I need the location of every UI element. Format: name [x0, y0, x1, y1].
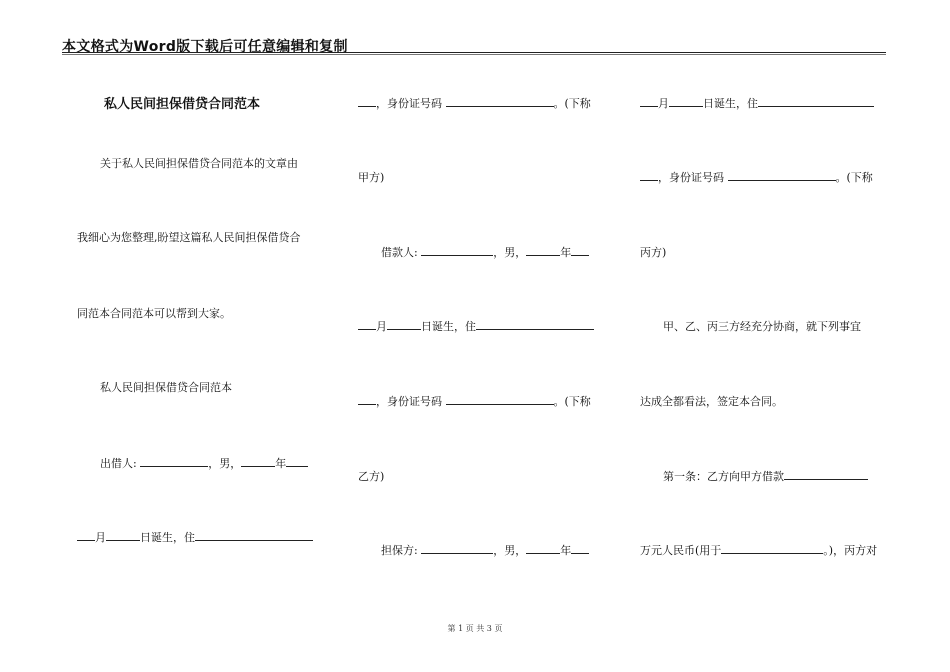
- year-text: 年: [275, 457, 287, 470]
- article-1-text: 第一条：乙方向甲方借款: [663, 470, 784, 483]
- id-label: ，身份证号码: [376, 97, 442, 110]
- guarantor-id-blank[interactable]: [728, 169, 836, 181]
- borrower-year-blank[interactable]: [526, 244, 560, 256]
- borrower-month-blank[interactable]: [358, 318, 376, 330]
- page-header: 本文格式为Word版下载后可任意编辑和复制: [62, 39, 348, 55]
- agreement-line-2: 达成全都看法，签定本合同。: [640, 395, 783, 408]
- article-1-line: [663, 468, 868, 484]
- party-c-line: 丙方): [640, 246, 667, 259]
- lender-birth-line: [77, 529, 313, 545]
- id-label: ，身份证号码: [658, 171, 724, 184]
- birth-text: 日诞生，住: [140, 531, 195, 544]
- header-divider-secondary: [62, 54, 886, 55]
- lender-id-blank[interactable]: [446, 95, 554, 107]
- borrower-name-blank[interactable]: [421, 244, 493, 256]
- month-text: 月: [95, 531, 106, 544]
- borrower-address-tail-blank[interactable]: [358, 393, 376, 405]
- purpose-line: [640, 542, 877, 558]
- sex-text: ，男，: [493, 246, 527, 259]
- guarantor-day-blank[interactable]: [669, 95, 703, 107]
- lender-address-blank[interactable]: [195, 529, 313, 541]
- lender-address-tail-blank[interactable]: [358, 95, 376, 107]
- lender-year-blank[interactable]: [241, 455, 275, 467]
- borrower-id-line: [358, 393, 591, 409]
- intro-line-1: 关于私人民间担保借贷合同范本的文章由: [100, 157, 298, 170]
- guarantor-birth-line: [640, 95, 874, 111]
- month-text: 月: [376, 320, 387, 333]
- agreement-line-1: 甲、乙、丙三方经充分协商，就下列事宜: [663, 320, 861, 333]
- intro-line-2: 我细心为您整理,盼望这篇私人民间担保借贷合: [77, 231, 301, 244]
- year-text: 年: [560, 544, 572, 557]
- lender-year-tail-blank[interactable]: [286, 455, 308, 467]
- borrower-birth-line: [358, 318, 594, 334]
- borrower-year-tail-blank[interactable]: [571, 244, 589, 256]
- guarantor-line: [381, 542, 589, 558]
- lender-day-blank[interactable]: [106, 529, 140, 541]
- call-text: 。(下称: [553, 97, 591, 110]
- sex-text: ，男，: [208, 457, 242, 470]
- lender-label: 出借人:: [100, 457, 137, 470]
- currency-text: 万元人民币(用于: [640, 544, 722, 557]
- lender-month-blank[interactable]: [77, 529, 95, 541]
- call-text: 。(下称: [835, 171, 873, 184]
- birth-text: 日诞生，住: [421, 320, 476, 333]
- call-text: 。(下称: [553, 395, 591, 408]
- borrower-address-blank[interactable]: [476, 318, 594, 330]
- section-subtitle: 私人民间担保借贷合同范本: [100, 381, 232, 394]
- borrower-id-blank[interactable]: [446, 393, 554, 405]
- page-footer: 第 1 页 共 3 页: [447, 624, 503, 633]
- loan-amount-blank[interactable]: [784, 468, 868, 480]
- guarantor-label: 担保方:: [381, 544, 418, 557]
- guarantor-year-blank[interactable]: [526, 542, 560, 554]
- guarantor-month-blank[interactable]: [640, 95, 658, 107]
- borrower-day-blank[interactable]: [387, 318, 421, 330]
- lender-name-blank[interactable]: [140, 455, 208, 467]
- month-text: 月: [658, 97, 669, 110]
- birth-text: 日诞生，住: [703, 97, 758, 110]
- year-text: 年: [560, 246, 572, 259]
- party-a-line: 甲方): [358, 171, 385, 184]
- guarantor-name-blank[interactable]: [421, 542, 493, 554]
- id-label: ，身份证号码: [376, 395, 442, 408]
- document-title: 私人民间担保借贷合同范本: [104, 97, 261, 112]
- lender-line: [100, 455, 308, 471]
- guarantor-id-line: [640, 169, 873, 185]
- borrower-line: [381, 244, 589, 260]
- lender-id-line: [358, 95, 591, 111]
- header-divider: [62, 52, 886, 53]
- sex-text: ，男，: [493, 544, 527, 557]
- purpose-blank[interactable]: [721, 542, 823, 554]
- purpose-tail-text: 。)，丙方对: [823, 544, 878, 557]
- guarantor-address-tail-blank[interactable]: [640, 169, 658, 181]
- borrower-label: 借款人:: [381, 246, 418, 259]
- guarantor-address-blank[interactable]: [758, 95, 874, 107]
- party-b-line: 乙方): [358, 470, 385, 483]
- intro-line-3: 同范本合同范本可以帮到大家。: [77, 307, 231, 320]
- guarantor-year-tail-blank[interactable]: [571, 542, 589, 554]
